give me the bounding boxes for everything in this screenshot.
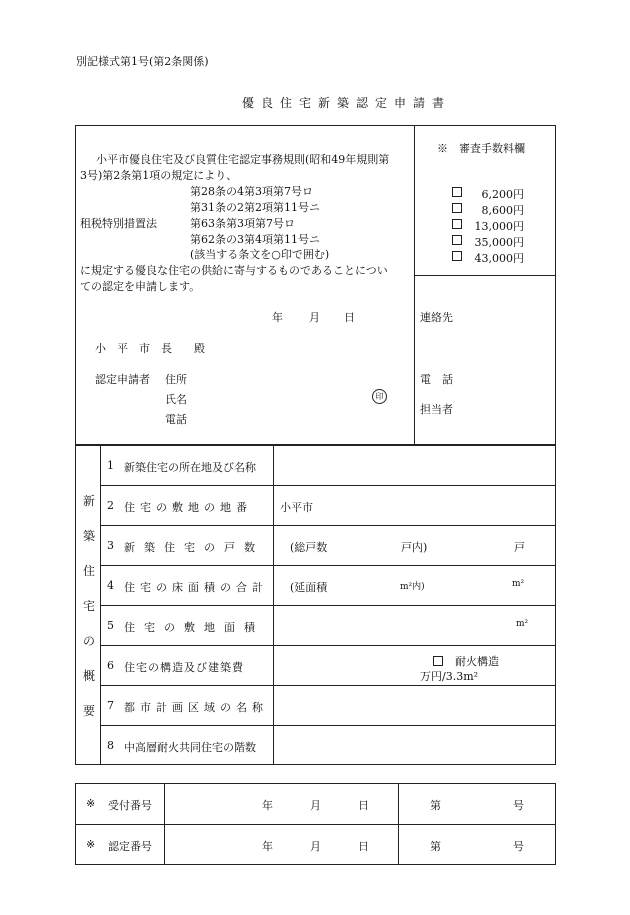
checkbox-icon[interactable] [452, 187, 462, 197]
certification-no-prefix: 第 [430, 840, 441, 853]
reception-no-prefix: 第 [430, 799, 441, 812]
date-day[interactable]: 日 [344, 311, 355, 324]
date-year[interactable]: 年 [272, 311, 283, 324]
side-char: の [83, 634, 96, 648]
article-4: 第62条の3第4項第11号ニ [190, 233, 320, 246]
row-label: 住宅の敷地の地番 [124, 501, 252, 514]
certification-year[interactable]: 年 [262, 840, 273, 853]
cost-unit: 万円/3.3m² [420, 670, 479, 683]
fee-header: ※ 審査手数料欄 [437, 142, 525, 155]
checkbox-icon[interactable] [452, 219, 462, 229]
row-num: 5 [107, 619, 114, 632]
contact-person-label: 担当者 [420, 403, 453, 416]
article-3: 第63条第3項第7号ロ [190, 217, 295, 230]
certification-no-suffix: 号 [513, 840, 524, 853]
addressee: 小 平 市 長 殿 [95, 342, 205, 355]
fireproof-option[interactable]: 耐火構造 [433, 653, 499, 669]
row-num: 6 [107, 659, 114, 672]
row-num: 4 [107, 579, 114, 592]
fee-option-2[interactable]: 8,600円 [452, 202, 532, 215]
side-char: 概 [83, 669, 96, 683]
row-label: 住宅の構造及び建築費 [124, 661, 244, 674]
phone-label: 電話 [165, 413, 187, 426]
reception-label: 受付番号 [108, 799, 152, 812]
units-unit: 戸 [514, 541, 525, 554]
checkbox-icon[interactable] [452, 235, 462, 245]
row-label: 住宅の敷地面積 [124, 621, 264, 634]
article-2: 第31条の2第2項第11号ニ [190, 201, 320, 214]
reception-month[interactable]: 月 [310, 799, 321, 812]
intro-line-1: 小平市優良住宅及び良質住宅認定事務規則(昭和49年規則第 [96, 153, 390, 166]
fee-option-5[interactable]: 43,000円 [452, 250, 532, 263]
side-char: 築 [83, 529, 96, 543]
certification-day[interactable]: 日 [358, 840, 369, 853]
fee-option-4[interactable]: 35,000円 [452, 234, 532, 247]
row-label: 住宅の床面積の合計 [124, 581, 268, 594]
date-month[interactable]: 月 [309, 311, 320, 324]
article-1: 第28条の4第3項第7号ロ [190, 185, 313, 198]
fee-option-1[interactable]: 6,200円 [452, 186, 532, 199]
site-area-unit: m² [516, 619, 529, 629]
row-num: 1 [107, 459, 114, 472]
units-mid: 戸内) [401, 541, 428, 554]
reception-year[interactable]: 年 [262, 799, 273, 812]
form-id: 別記様式第1号(第2条関係) [76, 55, 209, 68]
checkbox-icon[interactable] [452, 251, 462, 261]
side-char: 新 [83, 494, 96, 508]
lot-number-value[interactable]: 小平市 [280, 501, 313, 514]
row-label: 新築住宅の所在地及び名称 [124, 461, 256, 474]
certification-label: 認定番号 [108, 840, 152, 853]
contact-phone-label: 電 話 [420, 373, 453, 386]
page-title: 優良住宅新築認定申請書 [242, 96, 452, 110]
row-label: 新築住宅の戸数 [124, 541, 264, 554]
reception-day[interactable]: 日 [358, 799, 369, 812]
floor-area-mid: m²内) [400, 582, 425, 592]
row-num: 7 [107, 699, 114, 712]
purpose-line-1: に規定する優良な住宅の供給に寄与するものであることについ [80, 264, 388, 277]
row-label: 中高層耐火共同住宅の階数 [124, 741, 256, 754]
floor-area-total[interactable]: (延面積 [290, 581, 328, 594]
reception-mark: ※ [86, 797, 96, 810]
intro-line-2: 3号)第2条第1項の規定により、 [80, 169, 238, 182]
units-total[interactable]: (総戸数 [290, 541, 328, 554]
certification-month[interactable]: 月 [310, 840, 321, 853]
side-char: 住 [83, 564, 96, 578]
checkbox-icon[interactable] [452, 203, 462, 213]
row-num: 3 [107, 539, 114, 552]
tax-law-label: 租税特別措置法 [80, 217, 157, 230]
floor-area-unit: m² [512, 579, 525, 589]
contact-label: 連絡先 [420, 311, 453, 324]
fee-option-3[interactable]: 13,000円 [452, 218, 532, 231]
row-label: 都市計画区域の名称 [124, 701, 268, 714]
address-label: 住所 [165, 373, 187, 386]
checkbox-icon[interactable] [433, 656, 443, 666]
seal-icon: 印 [372, 389, 387, 404]
name-label: 氏名 [165, 393, 187, 406]
side-char: 宅 [83, 599, 96, 613]
purpose-line-2: ての認定を申請します。 [80, 280, 201, 293]
articles-note: (該当する条文を○印で囲む) [190, 248, 330, 261]
certification-mark: ※ [86, 838, 96, 851]
reception-no-suffix: 号 [513, 799, 524, 812]
applicant-label: 認定申請者 [95, 373, 150, 386]
row-num: 2 [107, 499, 114, 512]
row-num: 8 [107, 739, 114, 752]
side-char: 要 [83, 704, 96, 718]
